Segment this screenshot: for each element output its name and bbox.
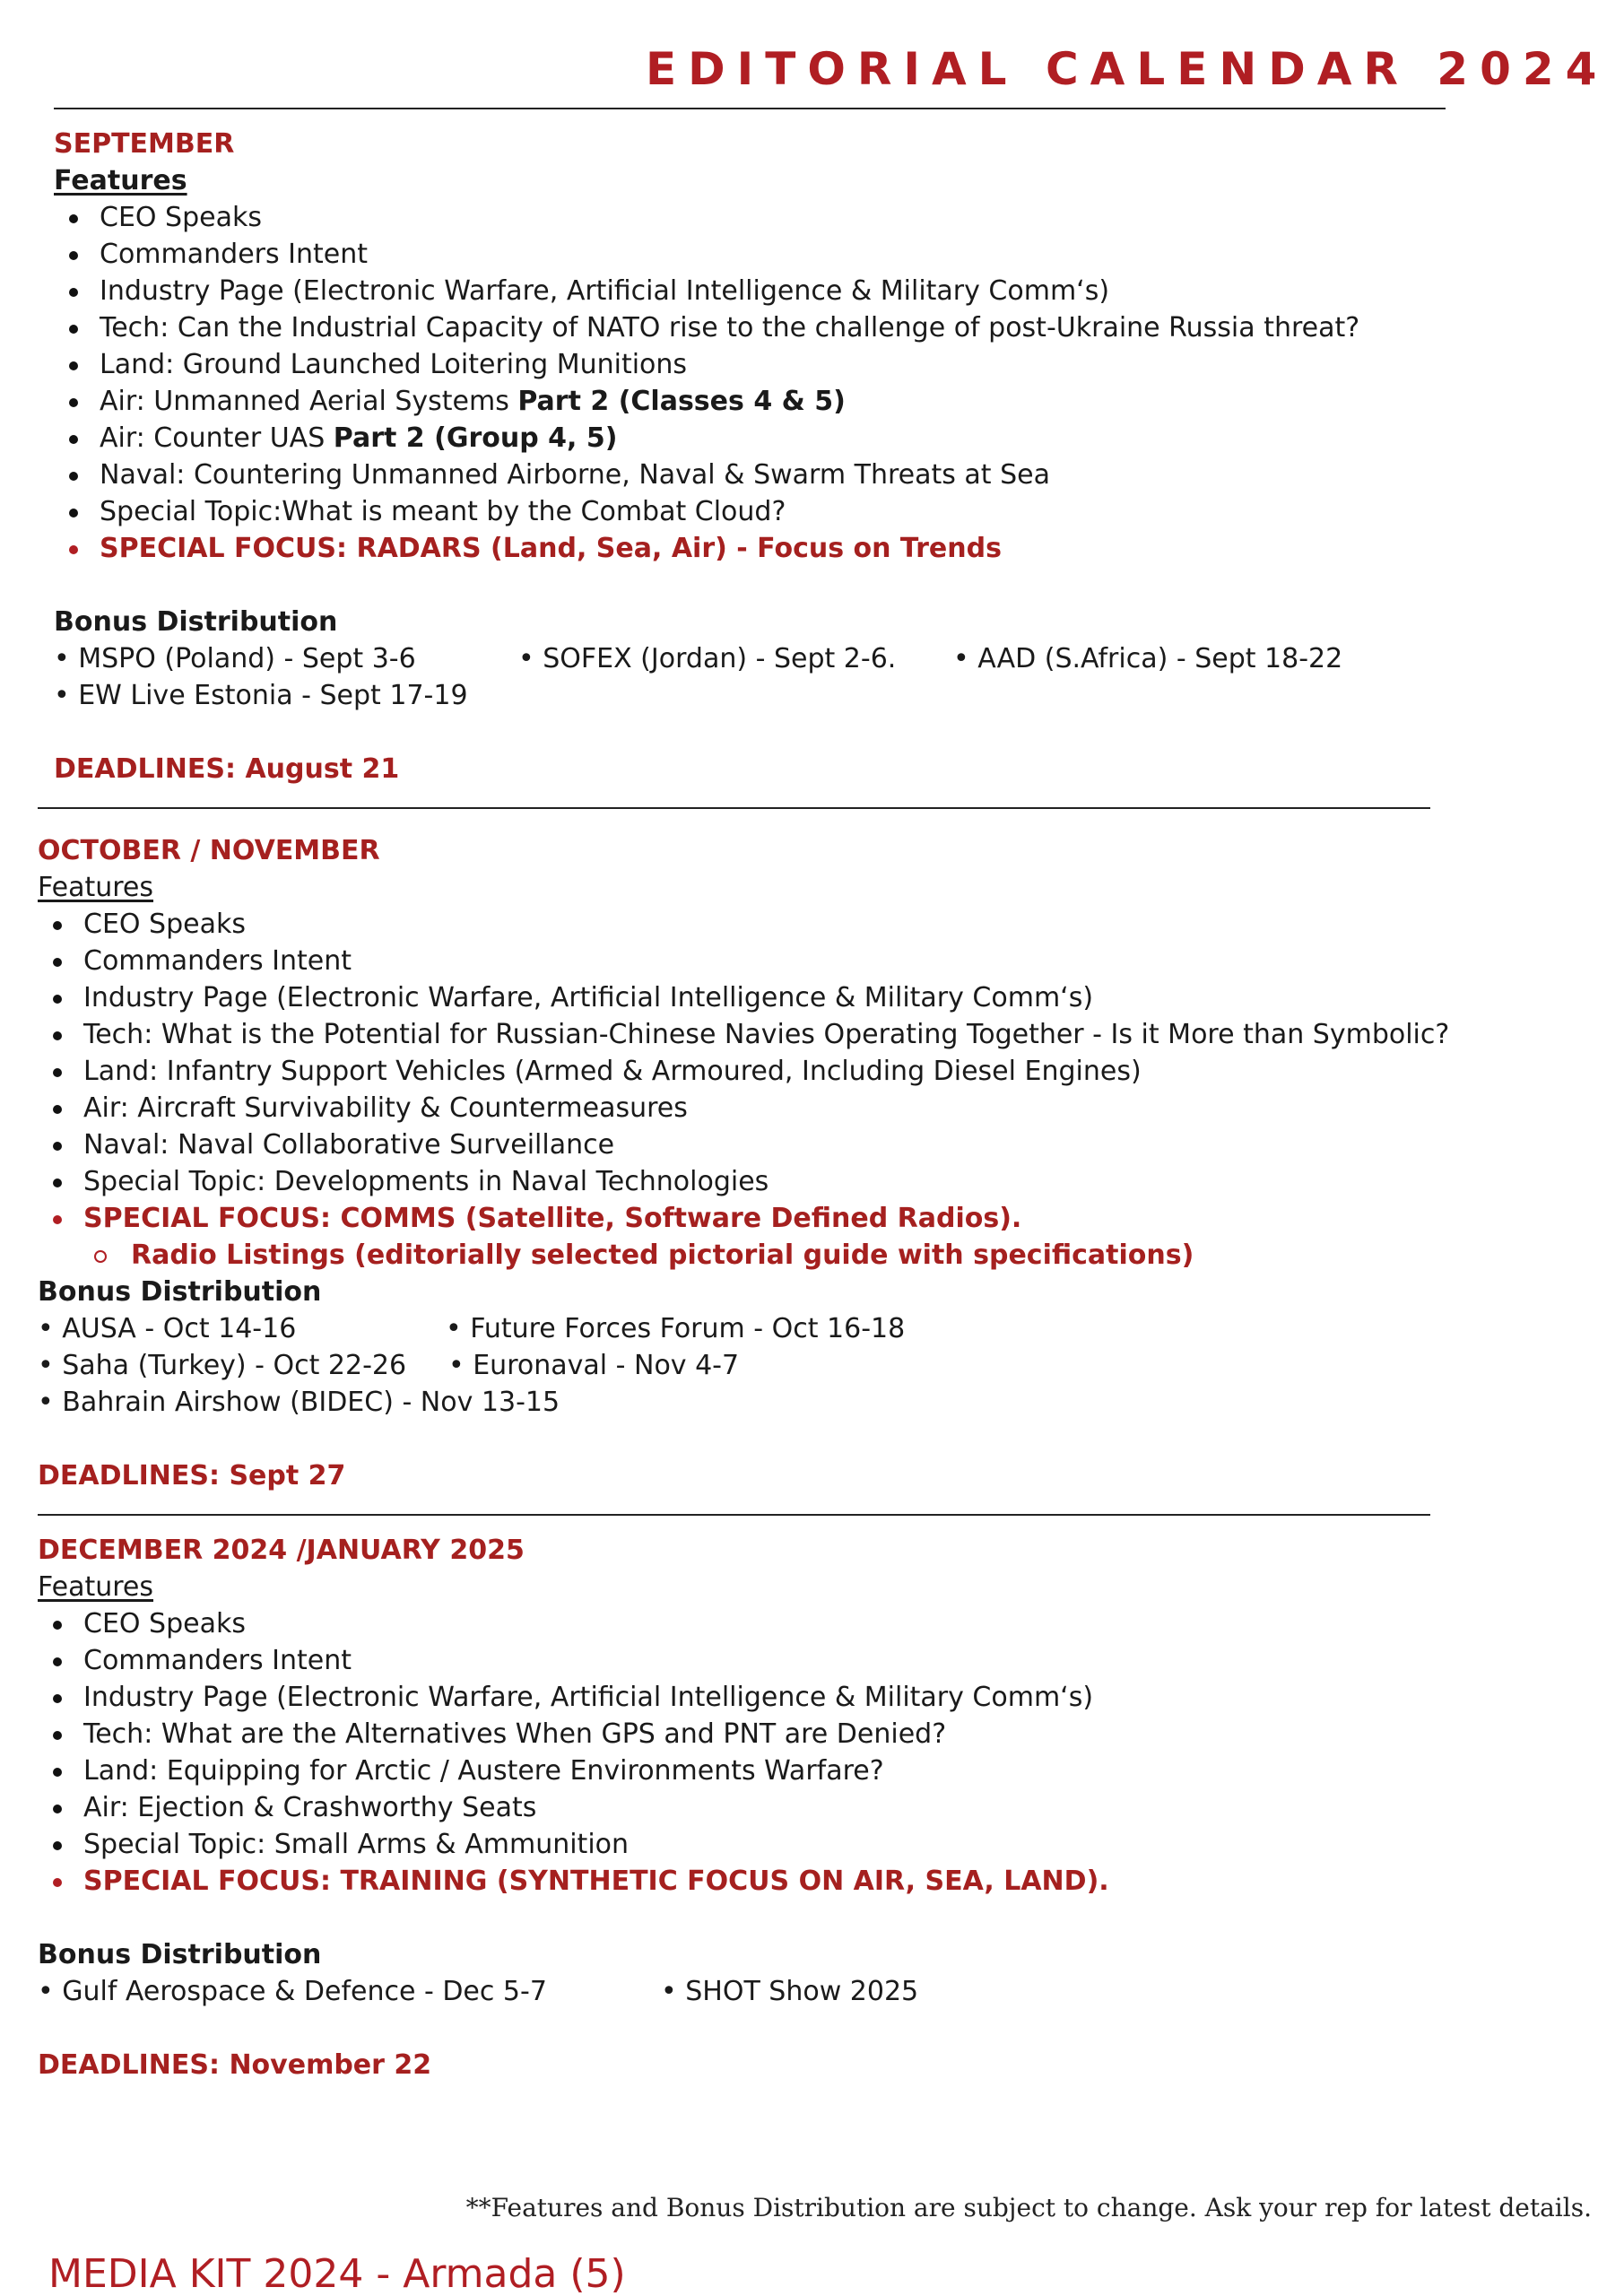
- bonus-item: • Saha (Turkey) - Oct 22-26: [38, 1350, 407, 1381]
- bonus-item: • SHOT Show 2025: [661, 1976, 919, 2007]
- bullet-icon: [53, 1805, 62, 1813]
- list-item: Air: Ejection & Crashworthy Seats: [83, 1792, 537, 1823]
- bullet-icon: [53, 1621, 62, 1630]
- bullet-icon: [53, 1215, 62, 1224]
- bonus-item: • AAD (S.Africa) - Sept 18-22: [953, 643, 1343, 674]
- bullet-icon: [69, 472, 78, 481]
- divider: [54, 108, 1446, 109]
- section-heading: OCTOBER / NOVEMBER: [38, 835, 380, 866]
- special-focus: SPECIAL FOCUS: TRAINING (SYNTHETIC FOCUS ON AIR, SEA, LAND).: [83, 1866, 1109, 1897]
- list-item: Industry Page (Electronic Warfare, Artificial Intelligence & Military Comm‘s): [83, 1682, 1094, 1713]
- list-item: Tech: What is the Potential for Russian-Chinese Navies Operating Together - Is it More than Symbolic?: [83, 1019, 1450, 1050]
- deadline: DEADLINES: August 21: [54, 753, 400, 785]
- bullet-icon: [69, 288, 78, 297]
- list-item: Industry Page (Electronic Warfare, Artificial Intelligence & Military Comm‘s): [83, 982, 1094, 1013]
- bullet-icon: [69, 398, 78, 407]
- bullet-icon: [53, 921, 62, 930]
- features-label: Features: [38, 872, 153, 903]
- bonus-item: • MSPO (Poland) - Sept 3-6: [54, 643, 416, 674]
- section-heading: SEPTEMBER: [54, 128, 235, 160]
- section-heading: DECEMBER 2024 /JANUARY 2025: [38, 1535, 525, 1566]
- list-item: Land: Ground Launched Loitering Munitions: [100, 349, 688, 380]
- bullet-icon: [53, 1142, 62, 1151]
- list-item: Industry Page (Electronic Warfare, Artificial Intelligence & Military Comm‘s): [100, 275, 1110, 307]
- list-item: CEO Speaks: [83, 1608, 246, 1639]
- list-item: Tech: What are the Alternatives When GPS and PNT are Denied?: [83, 1718, 947, 1750]
- bonus-item: • SOFEX (Jordan) - Sept 2-6.: [518, 643, 897, 674]
- bullet-icon: [53, 1068, 62, 1077]
- bullet-icon: [53, 1657, 62, 1666]
- special-focus: SPECIAL FOCUS: COMMS (Satellite, Software Defined Radios).: [83, 1203, 1022, 1234]
- bullet-icon: [53, 1841, 62, 1850]
- sub-focus: Radio Listings (editorially selected pictorial guide with specifications): [131, 1239, 1194, 1271]
- bullet-icon: [69, 325, 78, 334]
- list-item: Air: Aircraft Survivability & Countermeasures: [83, 1092, 688, 1124]
- circle-bullet-icon: [94, 1250, 107, 1263]
- footer-label: MEDIA KIT 2024 - Armada (5): [48, 2251, 626, 2296]
- list-item: CEO Speaks: [100, 202, 262, 233]
- deadline: DEADLINES: Sept 27: [38, 1460, 346, 1492]
- divider: [38, 807, 1430, 809]
- list-item: Special Topic: Small Arms & Ammunition: [83, 1829, 630, 1860]
- bullet-icon: [53, 1878, 62, 1887]
- list-item: [100, 383, 846, 420]
- features-label: Features: [54, 165, 187, 196]
- list-item: Special Topic: Developments in Naval Technologies: [83, 1166, 769, 1197]
- bullet-icon: [53, 995, 62, 1004]
- bullet-icon: [69, 435, 78, 444]
- deadline: DEADLINES: November 22: [38, 2049, 432, 2081]
- list-item: Commanders Intent: [100, 239, 369, 270]
- list-item: [100, 420, 617, 457]
- bullet-icon: [69, 545, 78, 554]
- list-item: CEO Speaks: [83, 909, 246, 940]
- special-focus: SPECIAL FOCUS: RADARS (Land, Sea, Air) - Focus on Trends: [100, 533, 1002, 564]
- bullet-icon: [53, 1731, 62, 1740]
- bullet-icon: [69, 509, 78, 517]
- bullet-icon: [69, 361, 78, 370]
- item-text: Air: Counter UAS: [100, 422, 334, 454]
- page-title: EDITORIAL CALENDAR 2024: [646, 43, 1609, 95]
- list-item: Naval: Countering Unmanned Airborne, Naval & Swarm Threats at Sea: [100, 459, 1050, 491]
- list-item: Commanders Intent: [83, 1645, 352, 1676]
- list-item: Special Topic:What is meant by the Combat Cloud?: [100, 496, 786, 527]
- item-bold-text: Part 2 (Group 4, 5): [333, 422, 618, 454]
- list-item: Tech: Can the Industrial Capacity of NATO rise to the challenge of post-Ukraine Russia threat?: [100, 312, 1360, 344]
- bonus-item: • Gulf Aerospace & Defence - Dec 5-7: [38, 1976, 547, 2007]
- list-item: Land: Infantry Support Vehicles (Armed & Armoured, Including Diesel Engines): [83, 1056, 1142, 1087]
- bonus-label: Bonus Distribution: [54, 606, 338, 638]
- list-item: Land: Equipping for Arctic / Austere Environments Warfare?: [83, 1755, 884, 1787]
- bullet-icon: [69, 214, 78, 223]
- item-bold-text: Part 2 (Classes 4 & 5): [517, 386, 846, 417]
- divider: [38, 1514, 1430, 1516]
- bullet-icon: [53, 1694, 62, 1703]
- bonus-label: Bonus Distribution: [38, 1276, 322, 1308]
- bonus-item: • Euronaval - Nov 4-7: [448, 1350, 740, 1381]
- bullet-icon: [53, 958, 62, 967]
- bonus-item: • EW Live Estonia - Sept 17-19: [54, 680, 468, 711]
- list-item: Commanders Intent: [83, 945, 352, 977]
- bonus-item: • Bahrain Airshow (BIDEC) - Nov 13-15: [38, 1387, 560, 1418]
- list-item: Naval: Naval Collaborative Surveillance: [83, 1129, 615, 1161]
- bonus-item: • AUSA - Oct 14-16: [38, 1313, 297, 1344]
- bullet-icon: [53, 1105, 62, 1114]
- bullet-icon: [53, 1031, 62, 1040]
- bonus-label: Bonus Distribution: [38, 1939, 322, 1970]
- bullet-icon: [53, 1768, 62, 1777]
- bonus-item: • Future Forces Forum - Oct 16-18: [446, 1313, 906, 1344]
- features-label: Features: [38, 1571, 153, 1603]
- footnote: **Features and Bonus Distribution are subject to change. Ask your rep for latest details.: [465, 2193, 1592, 2222]
- item-text: Air: Unmanned Aerial Systems: [100, 386, 518, 417]
- bullet-icon: [69, 251, 78, 260]
- bullet-icon: [53, 1178, 62, 1187]
